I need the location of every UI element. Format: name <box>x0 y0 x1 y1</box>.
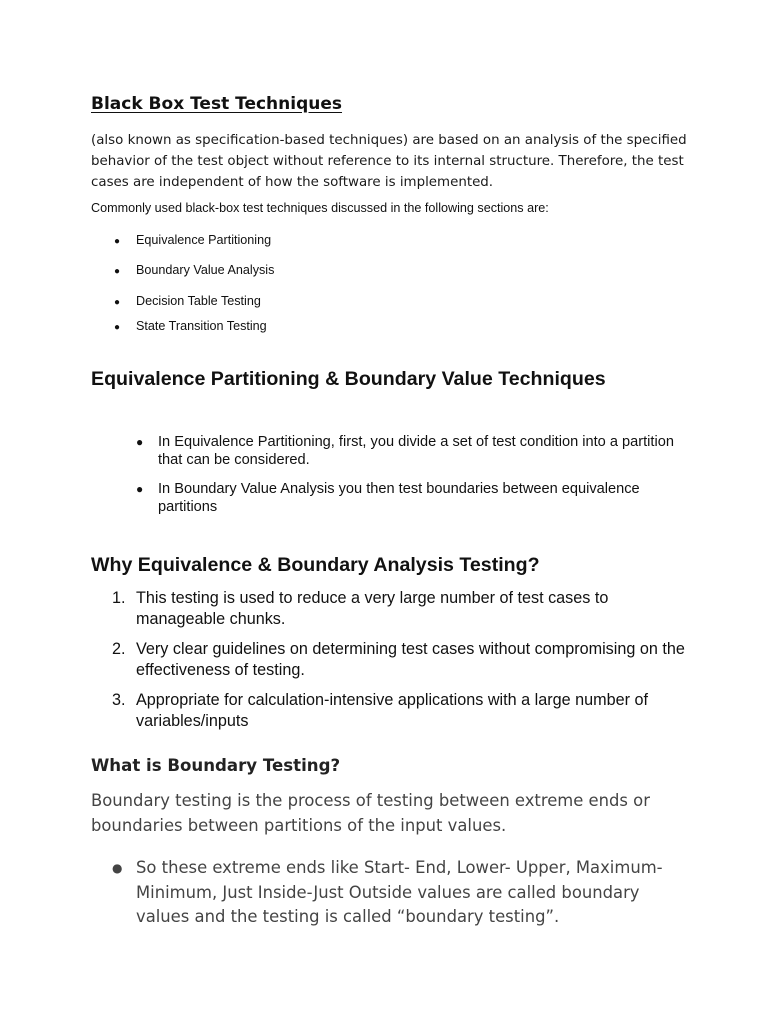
list-item-text: State Transition Testing <box>136 319 267 333</box>
list-item-text: In Equivalence Partitioning, first, you divide a set of test condition into a partition that can be considered. <box>158 434 674 468</box>
bullet-icon: ● <box>114 322 121 333</box>
list-item-text: Decision Table Testing <box>136 294 261 308</box>
boundary-testing-heading: What is Boundary Testing? <box>91 756 341 775</box>
item-number: 3. <box>112 691 126 709</box>
numbered-item <box>112 639 692 681</box>
bullet-icon: ● <box>114 266 121 277</box>
boundary-testing-paragraph: Boundary testing is the process of testing between extreme ends or boundaries between partitions of the input values. <box>91 791 650 835</box>
why-testing-heading: Why Equivalence & Boundary Analysis Testing? <box>91 554 540 576</box>
numbered-item <box>112 588 692 630</box>
techniques-intro-line: Commonly used black-box test techniques discussed in the following sections are: <box>91 201 549 215</box>
list-item <box>114 319 267 333</box>
black-box-heading: Black Box Test Techniques <box>91 94 343 114</box>
list-item <box>114 294 261 308</box>
bullet-icon: ● <box>136 435 144 449</box>
numbered-item-text: Appropriate for calculation-intensive applications with a large number of variables/inputs <box>136 691 648 730</box>
list-item <box>114 263 274 277</box>
list-item <box>114 233 271 247</box>
list-item <box>136 480 676 516</box>
equivalence-boundary-heading: Equivalence Partitioning & Boundary Value Techniques <box>91 368 606 390</box>
bullet-icon: ● <box>114 236 121 247</box>
list-item-text: So these extreme ends like Start- End, Lower- Upper, Maximum-Minimum, Just Inside-Just Outside values are called boundary values and the testing is called “boundary testing”. <box>136 858 663 926</box>
list-item-text: Boundary Value Analysis <box>136 263 275 277</box>
intro-paragraph: (also known as specification-based techniques) are based on an analysis of the specified behavior of the test object without reference to its internal structure. Therefore, the test cases are independent of how the software is implemented. <box>91 133 687 190</box>
item-number: 1. <box>112 589 126 607</box>
list-item <box>112 856 692 930</box>
list-item-text: In Boundary Value Analysis you then test boundaries between equivalence partitions <box>158 481 640 515</box>
numbered-item-text: This testing is used to reduce a very large number of test cases to manageable chunks. <box>136 589 609 628</box>
list-item-text: Equivalence Partitioning <box>136 233 272 247</box>
bullet-icon: ● <box>114 297 121 308</box>
bullet-icon: ● <box>136 482 144 496</box>
bullet-icon: ● <box>112 861 123 875</box>
list-item <box>136 433 676 469</box>
numbered-item-text: Very clear guidelines on determining test cases without compromising on the effectiveness of testing. <box>136 640 685 679</box>
item-number: 2. <box>112 640 126 658</box>
numbered-item <box>112 690 692 732</box>
